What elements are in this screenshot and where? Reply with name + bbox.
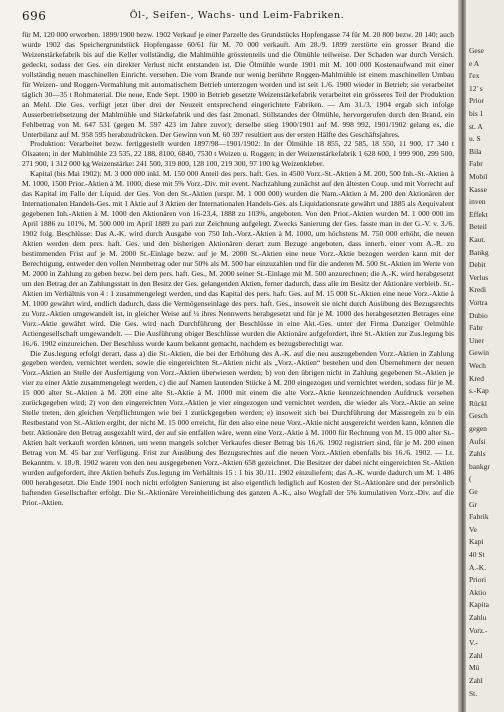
- adjacent-page-fragment: Rückl: [469, 398, 487, 408]
- adjacent-page-fragment: Gesch: [469, 411, 488, 421]
- book-gutter: [458, 0, 466, 712]
- adjacent-page-fragment: Gese: [469, 46, 484, 55]
- adjacent-page-fragment: Ge: [469, 487, 478, 496]
- adjacent-page-fragment: Aktio: [469, 587, 487, 597]
- adjacent-page-fragment: l'ex: [469, 71, 480, 81]
- adjacent-page-fragment: gegen: [469, 424, 487, 433]
- adjacent-page-fragment: Aufsi: [469, 436, 486, 446]
- adjacent-page-fragment: Kredi: [469, 285, 487, 295]
- adjacent-page-fragment: Mü: [469, 663, 480, 673]
- adjacent-page-fragment: Mobil: [469, 172, 488, 181]
- adjacent-page-fragment: Zahls: [469, 449, 486, 459]
- adjacent-page-fragment: Debit: [469, 260, 486, 270]
- adjacent-page-fragment: A.-K.: [469, 562, 487, 572]
- adjacent-page-fragment: Verlus: [469, 272, 489, 282]
- adjacent-page-fragment: Ve: [469, 524, 477, 534]
- adjacent-page-fragment: Uner: [469, 335, 484, 345]
- adjacent-page-fragment: Vortra: [469, 298, 488, 307]
- adjacent-page-fragment: Dubio: [469, 310, 488, 320]
- adjacent-page-fragment: Kred: [469, 373, 484, 383]
- adjacent-page-fragment: Vorz.-: [469, 625, 488, 635]
- adjacent-page-fragment: Zahl: [469, 676, 483, 685]
- adjacent-page-fragment: Bila: [469, 146, 482, 156]
- page-header: [22, 9, 452, 27]
- adjacent-page-fragment: 40 St: [469, 550, 485, 559]
- adjacent-page-edge: [466, 0, 504, 712]
- adjacent-page-fragment: u. S: [469, 134, 481, 144]
- adjacent-page-fragment: Prior: [469, 96, 484, 106]
- paragraph-consolidation: Die Zus.legung erfolgt derart, dass a) die St.-Aktien, die bei der Erhöhung des A.-K. auf die neu auszugebenden Vorz.-Aktien in Zahlung gegeben werden, vernichtet werden, sowie die eingereichten St.-Aktien nicht als „Vorz.-Aktien“ bestehen und den Übernehmern der neuen Vorz.-Aktien an Stelle der Ausfertigung von Vorz.-Aktien überwiesen werden; b) von den übrigen nicht in Zahlung gegebenen St.-Aktien je vier zu einer Aktie zusammengelegt werden, c) die auf Namen lautenden Stücke à M. 200 eingezogen und vernichtet werden, sodass für je M. 15 000 alter St.-Aktien à M. 200 eine alte St.-Aktie à M. 1000 mit einem die alte Vorz.-Aktie kennzeichnenden Aufdruck versehen zurückgegeben wird; 2) von den eingereichten Vorz.-Aktien je vier eingezogen und vernichtet werden, die wieder als Vorz.-Aktie an seine Stelle treten, den gleichen Verpflichtungen wie bei 1 zurückgegeben werden; e) insoweit sich bei Durchführung der Massregeln zu b ein Restbestand von St.-Aktien ergibt, der nicht M. 15 000 erreicht, für den also eine neue Vorz.-Aktie nicht ausgereicht werden kann, können die betr. Aktionäre den Betrag ausgezahlt wird, der auf sie entfallen wäre, wenn eine Vorz.-Aktie à M. 1000 für Rechnung von M. 15 000 alter St.-Aktien halt verkauft worden können, um wenn mangels solcher Verkaufes dieser Betrag bis 16./6. 1902 registriert sind, für je M. 200 einen Betrag von M. 45 bar zur Verfügung. Frist zur Ausübung des Bezugsrechtes auf die neuen Vorz.-Aktien ebenfalls bis 16./6. 1902. — Lt. Bekanntm. v. 18./8. 1902 waren von den neu ausgegebenen Vorz.-Aktien 658 gezeichnet. Die Besitzer der dabei nicht eingereichten St.-Aktien wurden aufgefordert, ihre Aktien behufs Zus.legung im Verhältnis 15 : 1 bis 30./11. 1902 einzuliefern; das A.-K. wurde dadurch um M. 1 486 000 herabgesetzt. Die Ende 1901 noch nicht erfolgten Sanierung ist also eigentlich lediglich auf Kosten der St.-Aktionäre und der persönlich haftenden Gesellschafter erfolgt. Die St.-Aktionäre Vereinheitlichung des ganzen A.-K., also Wegfall der 5% kumulativen Vorz.-Div. auf die Prior.-Aktien.: [22, 348, 454, 507]
- adjacent-page-fragment: Fabr: [469, 159, 483, 169]
- adjacent-page-fragment: Zahl: [469, 650, 483, 660]
- adjacent-page-fragment: Kasse: [469, 184, 487, 194]
- running-title: Öl-, Seifen-, Wachs- und Leim-Fabriken.: [129, 10, 345, 21]
- paragraph-history: für M. 120 000 erworben. 1899/1900 bezw. 1902 Verkauf je einer Parzelle des Grundstücks Hopfengasse 74 für M. 20 800 bezw. 20 140; auch wurde 1902 das Speichergrundstück Hopfengasse 60/61 für M. 70 000 verkauft. Am 28./9. 1899 zerstörte ein grosser Brand die Weizenstärkefabrik bis auf die Keller vollständig, die Mahlmühle grösstenteils und die Ölmühle teilweise. Der Schaden war durch Versich. gedeckt, sodass der Ges. ein direkter Verlust nicht entstanden ist. Die Ölmühle wurde 1901 mit M. 100 000 Kostenaufwand mit einer vollständig neuen maschinellen Einricht. versehen. Die vom Brande nur wenig berührte Roggen-Mahlmühle ist einem maschinellen Umbau für Weizen- und Roggen-Vermahlung mit automatischem Betrieb unterzogen worden und ist seit 1./6. 1900 wieder in Betrieb; sie verarbeitet täglich 30—35 t Rohmaterial. Die neue, Ende Sept. 1900 in Betrieb gesetzte Weizenstärkefabrik verarbeitet ein grösseres Teil der Produktion an Mehl. Die Ges. verfügt jetzt über drei der Neuzeit entsprechend eingerichtete Fabriken. — Am 31./3. 1904 ergab sich infolge Ausserbetriebsetzung der Mahlmühle und Stärkefabrik und des fast 2monatl. Stillstandes der Ölmühle, hervorgerufen durch den Brand, ein Fehlbetrag von M. 647 531 (gegen M. 597 423 im Jahre zuvor); derselbe stieg 1900/1901 auf M. 998 992, 1901/1902 gelang es, die Unterbilanz auf M. 958 595 herabzudrücken. Der Gewinn von M. 60 397 resultiert aus der ersten Hälfte des Geschäftsjahres.: [22, 30, 454, 139]
- adjacent-page-fragment: Kapita: [469, 600, 489, 610]
- adjacent-page-fragment: Gr: [469, 499, 477, 509]
- adjacent-page-fragment: Kaut.: [469, 235, 486, 244]
- adjacent-page-fragment: Bankg: [469, 247, 489, 257]
- page-number: 696: [22, 9, 47, 23]
- adjacent-page-fragment: Kapi: [469, 537, 484, 547]
- adjacent-page-fragment: bis 1: [469, 109, 484, 118]
- adjacent-page-fragment: (: [469, 474, 472, 484]
- body-text: [22, 30, 454, 508]
- paragraph-capital: Kapital (bis Mai 1902): M. 3 000 000 inkl. M. 150 000 Anteil des pers. haft. Ges. in 4500 Vorz.-St.-Aktien à M. 200, 500 Inh.-St.-Aktien à M. 1000, 1500 Prior.-Aktien à M. 1000, diese mit 5% Vorz.-Div. mit event. Nachzahlung zunächst auf den ältesten Coup. und mit Vorrecht auf das Kapital im Falle der Liquid. der Ges. Von den St.-Aktien (urspr. M. 1 000 000) wurden die Nam.-Aktien à M. 200 den Aktionären der Internationalen Handels-Ges. mit 1 Aktie auf 3 Aktien der Internationalen Handels-Ges. als Liquidationsrate gewährt und 1885 als Aequivalent gegebenen Inh.-Aktien à M. 1000 den Aktionären von 16-23,4, 1888 zu 103%, angeboten. Von den Prior.-Aktien wurden M. 1 000 000 im April 1886 zu 101%, M. 500 000 im April 1889 zu pari zur Zeichnung aufgelegt. Zwecks Sanierung der Ges. fasste man in der G.-V. v. 3./6. 1902 folg. Beschlüsse: Das A.-K. wird durch Ausgabe von 750 Inh.-Vorz.-Aktien à M. 1000, um höchstens M. 750 000 erhöht, die neuen Aktien werden dem pers. haft. Ges. und den bisherigen Aktionären derart zum Bezuge angeboten, dass innerh. einer vom A.-R. zu bestimmenden Frist auf je M. 2000 St.-Einlage bezw. auf je M. 2000 St.-Aktien eine neue Vorz.-Aktie bezogen werden kann mit der Berechtigung, entweder den vollen Nennbetrag oder nur 50% als M. 500 bar einzuzahlen und für die anderen M. 500 St.-Aktien im Werte von M. 2000 in Zahlung zu geben bezw. bei dem pers. haft. Ges., M. 2000 seiner St.-Einlage mit M. 500 anzurechnen; die A.-K. wird herabgesetzt um den Betrag der an Zahlungsstatt in den Besitz der Ges. gelangenden Aktien, ferner dadurch, dass alle im Besitz der Aktionäre verbleib. St.-Aktien im Verhältnis von 4 : 1 zusammengelegt werden, und das Kapital des pers. haft. Ges. auf M. 15 000 St.-Aktien eine neue Vorz.-Aktie à M. 1000 gewährt wird, endlich dadurch, dass die Vermögenseinlage des pers. haft. Ges., insoweit sie nicht durch Ausübung des Bezugsrechts zu Vorz.-Aktien umgewandelt ist, in gleicher Weise auf ¼ ihres Nennwerts herabgesetzt und für je M. 1000 des herabgesetzten Betrages eine Vorz.-Aktie gewährt wird. Die Ges. wird nach Durchführung der Beschlüsse in eine Akt.-Ges. unter der Firma Danziger Oelmühle Actiengesellschaft umgewandelt. — Die Ausführung obiger Beschlüsse wurden die Aktionäre aufgefordert, ihre St.-Aktien zur Zus.legung bis 16./6. 1902 einzureichen. Der Beschluss wurde kaum bekannt gemacht, nachdem es bezugsberechtigt war.: [22, 169, 454, 348]
- adjacent-page-fragment: inven: [469, 197, 486, 207]
- adjacent-page-fragment: Effekt: [469, 209, 488, 219]
- adjacent-page-fragment: St.: [469, 688, 478, 698]
- adjacent-page-fragment: Beteil: [469, 222, 487, 232]
- adjacent-page-fragment: Fabrik: [469, 512, 489, 522]
- adjacent-page-fragment: 12' s: [469, 83, 483, 93]
- adjacent-page-fragment: bankgr: [469, 461, 490, 471]
- adjacent-page-fragment: Wech: [469, 361, 486, 370]
- adjacent-page-fragment: Gewin: [469, 348, 489, 358]
- adjacent-page-fragment: Fabr: [469, 323, 483, 333]
- paragraph-production: Produktion: Verarbeitet bezw. fertiggestellt wurden 1897/98—1901/1902: In der Ölmühle 18 855, 22 585, 18 550, 11 900, 17 340 t Ölsaaten; in der Mahlmühle 23 535, 22 188, 8100, 6840, 7530 t Weizen u. Roggen; in der Weizenstärkefabrik 1 628 600, 1 999 900, 299 500, 271 900, 1 312 000 kg Weizenstärke: 241 500, 319 800, 128 100, 219 300, 97 100 kg Weizenkleber.: [22, 139, 454, 169]
- adjacent-page-fragment: e A: [469, 58, 480, 68]
- adjacent-page-fragment: Priori: [469, 575, 487, 585]
- adjacent-page-fragment: s.-Kap: [469, 386, 489, 396]
- adjacent-page-fragment: Zahlu: [469, 613, 487, 622]
- adjacent-page-fragment: st. A: [469, 121, 483, 131]
- adjacent-page-fragment: V.-: [469, 638, 478, 648]
